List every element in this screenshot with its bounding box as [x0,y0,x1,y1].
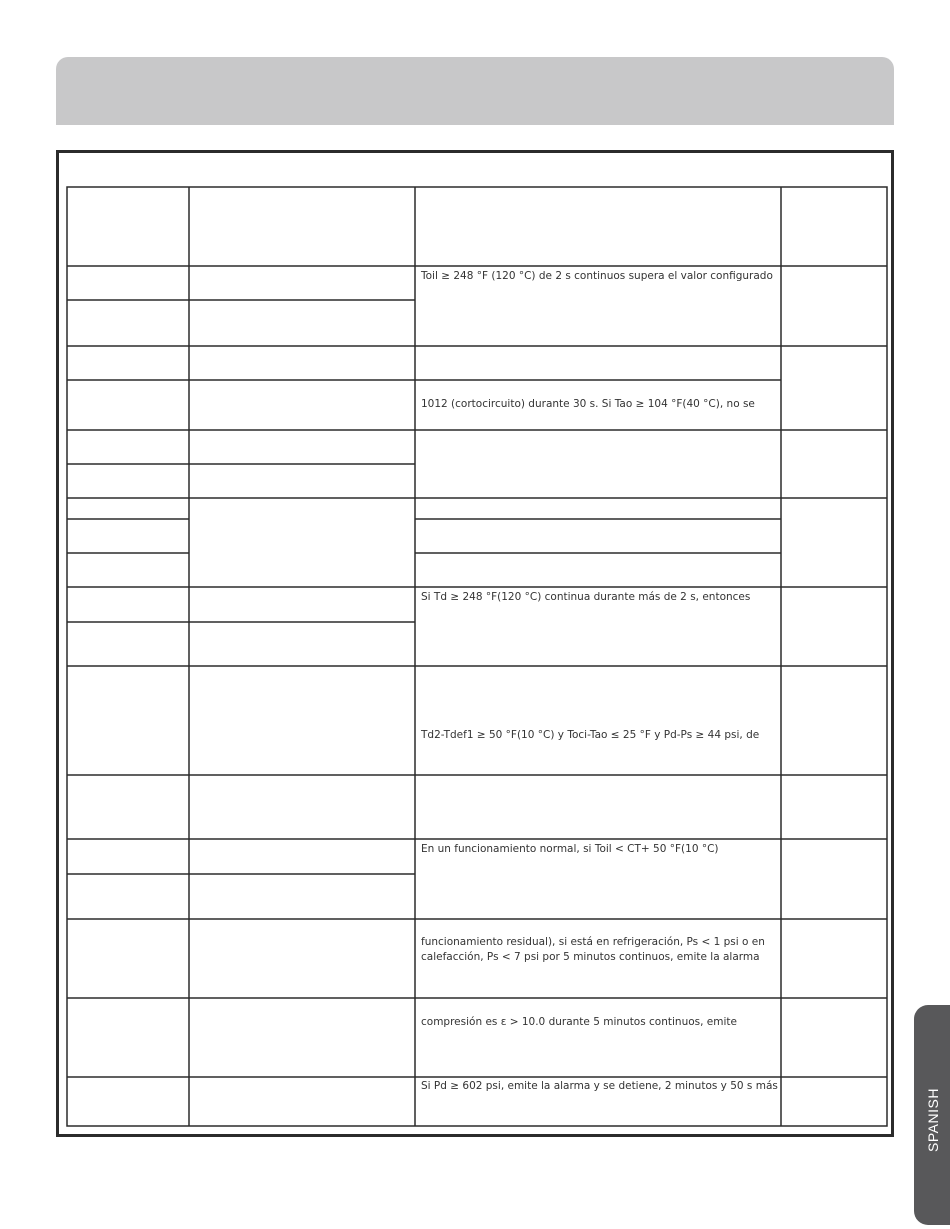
cell-text: En un funcionamiento normal, si Toil < CT+ 50 °F(10 °C) [421,843,719,855]
language-tab-label: SPANISH [925,1088,941,1152]
cell-text: compresión es ε > 10.0 durante 5 minutos continuos, emite [421,1016,737,1028]
cell-text: calefacción, Ps < 7 psi por 5 minutos continuos, emite la alarma [421,951,760,963]
cell-text: Td2-Tdef1 ≥ 50 °F(10 °C) y Toci-Tao ≤ 25 °F y Pd-Ps ≥ 44 psi, de [421,729,760,741]
cell-text: Si Pd ≥ 602 psi, emite la alarma y se detiene, 2 minutos y 50 s más [421,1080,778,1092]
cell-text: Toil ≥ 248 °F (120 °C) de 2 s continuos supera el valor configurado [421,270,773,282]
cell-text: Si Td ≥ 248 °F(120 °C) continua durante más de 2 s, entonces [421,591,751,603]
cell-text: funcionamiento residual), si está en refrigeración, Ps < 1 psi o en [421,936,765,948]
cell-text: 1012 (cortocircuito) durante 30 s. Si Tao ≥ 104 °F(40 °C), no se [421,398,755,410]
